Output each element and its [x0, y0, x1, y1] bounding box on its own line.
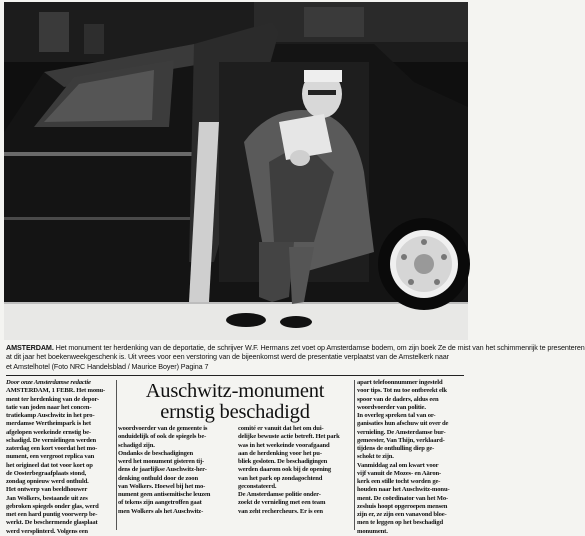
article-line: van zeht rechercheurs. Er is een	[238, 507, 323, 515]
article-column-1	[6, 379, 114, 533]
column-divider	[354, 380, 355, 530]
article-line: kerk een stille tocht worden ge-	[357, 478, 441, 485]
article-line: tijdens de onthulling diep ge-	[357, 445, 435, 452]
article-line: ment. De coördinator van het Mo-	[357, 494, 449, 502]
article-line: merdamse Wertheimpark is het	[6, 420, 91, 428]
article-line: monument.	[357, 527, 388, 535]
article-line: zaterdag een kort voordat het mo-	[6, 445, 98, 452]
article-line: men te leggen op het beschadigd	[357, 519, 444, 527]
caption-line-2: at dit jaar het boekenweekgeschenk is. Uit vrees voor een verstoring van de bijeenkomst werd de presentatie verplaatst van de Amstelkerk naar	[6, 352, 449, 362]
article-line: afgelopen weekeinde ernstig be-	[6, 428, 91, 436]
article-line: onduidelijk of ook de spiegels be-	[118, 433, 207, 441]
article-line: delijke bewuste actie betreft. Het park	[238, 433, 340, 441]
article-line: zijn er, ze zijn een vanavond bloe-	[357, 511, 447, 518]
article-line: tatie van joden naar het concen-	[6, 403, 92, 411]
article-line: vernieling. De Amsterdamse bur-	[357, 428, 446, 436]
article-line: men Wolkers als het Auschwitz-	[118, 507, 204, 515]
headline-line-2: ernstig beschadigd	[160, 401, 310, 423]
article-line: houden naar het Auschwitz-monu-	[357, 486, 450, 494]
article-line: nument, een vergroot replica van	[6, 453, 95, 461]
article-line: denking onthuld door de zoon	[118, 474, 198, 482]
article-line: met een hard puntig voorwerp be-	[6, 511, 98, 518]
article-line: AMSTERDAM, 1 FEBR. Het monu-	[6, 387, 106, 395]
article-line: woordvoerder van de gemeente is	[118, 425, 208, 432]
article-line: vijf vanuit de Mozes- en Aäron-	[357, 469, 442, 477]
article-line: aan de herdenking voor het pu-	[238, 449, 322, 457]
article-line: ganisaties hun afschuw uit over de	[357, 420, 449, 428]
article-line: In overleg spreken tal van or-	[357, 412, 436, 419]
article-line: werd versplinterd. Volgens een	[6, 527, 88, 535]
headline-line-1: Auschwitz-monument	[145, 380, 325, 402]
article-column-2	[118, 425, 234, 533]
divider-rule	[6, 375, 464, 376]
article-line: Vanmiddag zal om kwart voor	[357, 461, 439, 469]
article-line: zeshuis hoopt opgeroepen mensen	[357, 502, 448, 510]
article-line: spoor van de daders, aldus een	[357, 395, 439, 403]
caption-line-1: Het monument ter herdenking van de deportatie, de schrijver W.F. Hermans zet voet op Amsterdamse bodem, om zijn boek Ze de mist van het schimmenrijk te presenteren	[53, 343, 585, 352]
article-line: Ondanks de beschadigingen	[118, 449, 194, 457]
article-line: Het ontwerp van beeldhouwer	[6, 486, 88, 494]
article-line: werkt. De beschermende glasplaat	[6, 519, 98, 527]
article-line: bliek gesloten. De beschadigingen	[238, 458, 328, 465]
article-line: nument geen antisemitische leuzen	[118, 491, 211, 498]
article-line: De Amsterdamse politie onder-	[238, 491, 321, 498]
article-line: tratiekamp Auschwitz in het pro-	[6, 412, 95, 419]
photo-man-exiting-limousine-icon	[4, 2, 468, 340]
article-line: Door onze Amsterdamse redactie	[6, 379, 91, 386]
article-column-4	[357, 379, 465, 533]
article-line: gemeester, Van Thijn, verklaard-	[357, 436, 445, 444]
photo-caption	[6, 343, 585, 373]
article-line: het origineel dat tot voor kort op	[6, 461, 93, 469]
article-line: schadigd zijn.	[118, 441, 155, 449]
caption-line-3: et Amstelhotel (Foto NRC Handelsblad / Maurice Boyer) Pagina 7	[6, 361, 209, 371]
article-line: was in het weekeinde voorafgaand	[238, 441, 330, 449]
column-divider	[116, 380, 117, 530]
article-line: woordvoerder van politie.	[357, 403, 426, 411]
article-line: werden daarom ook bij de opening	[238, 466, 332, 474]
article-line: schadigd. De vernielingen werden	[6, 436, 97, 444]
article-line: voor tips. Tot nu toe ontbreekt elk	[357, 387, 447, 395]
article-line: schokt te zijn.	[357, 453, 394, 461]
article-line: apart telefoonnummer ingesteld	[357, 379, 443, 386]
article-line: comité er vanuit dat het om dui-	[238, 425, 324, 432]
article-line: geconstateerd.	[238, 482, 277, 490]
caption-dateline: AMSTERDAM.	[6, 343, 54, 352]
article-line: of tekens zijn aangetroffen gaat	[118, 499, 202, 507]
article-line: werd het monument gisteren tij-	[118, 458, 205, 465]
article-line: zoekt de vernieling met een team	[238, 499, 326, 507]
article-line: zondag opnieuw werd onthuld.	[6, 478, 89, 485]
article-line: Jan Wolkers, bestaande uit zes	[6, 494, 88, 502]
article-line: gebroken spiegels onder glas, werd	[6, 502, 99, 510]
article-line: van het park op zondagochtend	[238, 474, 323, 482]
article-line: de Oosterbegraafplaats stond,	[6, 469, 87, 477]
article-line: dens de jaarlijkse Auschwitz-her-	[118, 466, 207, 474]
article-column-3	[238, 425, 352, 533]
article-line: ment ter herdenking van de depor-	[6, 395, 100, 403]
article-line: van Wolkers. Hoewel bij het mo-	[118, 482, 206, 490]
news-photo	[4, 2, 468, 340]
article-headline	[118, 381, 352, 423]
